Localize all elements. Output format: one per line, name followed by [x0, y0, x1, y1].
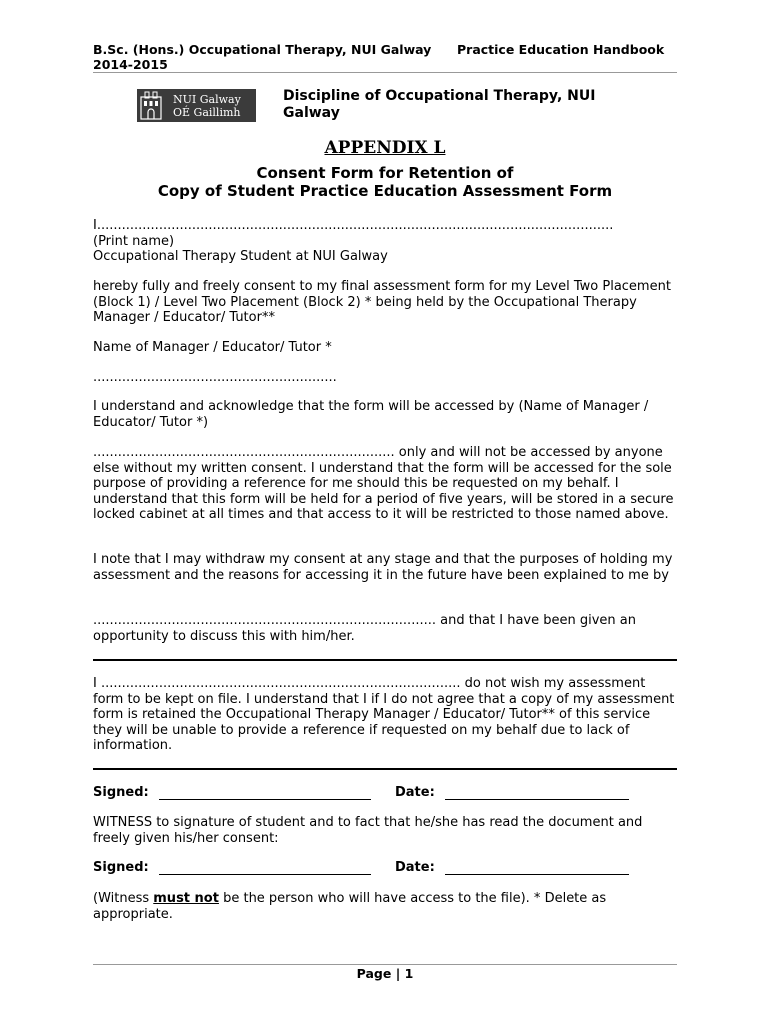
student-at-label: Occupational Therapy Student at NUI Galway [93, 249, 388, 264]
witness-note-end: be the person who will have access to the file). * Delete as appropriate. [93, 891, 607, 922]
witness-paragraph: WITNESS to signature of student and to fact that he/she has read the document and freely given his/her consent: [93, 815, 643, 846]
footer-divider [93, 964, 677, 965]
header-handbook: Practice Education Handbook [457, 42, 665, 57]
discuss-paragraph: ................................................................................... and that I have been given an opportunity to discuss this with him/her. [93, 613, 636, 644]
page-header [93, 42, 677, 72]
student-signed-label: Signed: [93, 785, 149, 800]
subtitle-line-1: Consent Form for Retention of [256, 164, 514, 182]
print-name-label: (Print name) [93, 233, 175, 249]
logo-text [165, 93, 241, 119]
form-subtitle [0, 164, 770, 200]
discipline-line-2: Galway [283, 105, 340, 121]
student-name-block [93, 218, 677, 265]
withdraw-paragraph: I note that I may withdraw my consent at any stage and that the purposes of holding my assessment and the reasons for accessing it in the future have been explained to me by [93, 552, 673, 583]
discipline-line-1: Discipline of Occupational Therapy, NUI [283, 88, 596, 104]
witness-signature-field[interactable] [159, 862, 371, 875]
witness-note-emphasis: must not [153, 891, 219, 906]
section-divider-top [93, 659, 677, 661]
header-course: B.Sc. (Hons.) Occupational Therapy, NUI Galway [93, 42, 432, 57]
access-paragraph: ......................................................................... only and will not be accessed by anyone else without my written consent. I understand that the form will be accessed for the sole purpose of providing a reference for me should this be requested on my behalf. I understand that this form will be held for a period of five years, will be stored in a secure locked cabinet at all times and that access to it will be restricted to those named above. [93, 445, 674, 522]
section-divider-bottom [93, 768, 677, 770]
witness-date-field[interactable] [445, 862, 629, 875]
do-not-wish-paragraph: I ....................................................................................... do not wish my assessment form to be kept on file. I understand that I if I do not agree that a copy of my assessment form is retained the Occupational Therapy Manager / Educator/ Tutor** of this service they will be unable to provide a reference if requested on my behalf due to lack of information. [93, 676, 675, 753]
subtitle-line-2: Copy of Student Practice Education Assessment Form [157, 182, 613, 200]
witness-note [93, 891, 677, 922]
student-date-label: Date: [394, 785, 435, 800]
student-signature-row [93, 785, 629, 800]
nui-galway-logo [137, 89, 256, 122]
understand-paragraph: I understand and acknowledge that the form will be accessed by (Name of Manager / Educator/ Tutor *) [93, 399, 649, 430]
manager-name-dotted-line: ........................................................... [93, 370, 337, 385]
witness-signature-row [93, 860, 629, 875]
header-year: 2014-2015 [93, 57, 168, 72]
manager-name-label: Name of Manager / Educator/ Tutor * [93, 340, 332, 355]
university-crest-icon [137, 89, 165, 122]
page-number: Page | 1 [356, 966, 414, 981]
logo-line-english: NUI Galway [173, 92, 241, 106]
consent-paragraph: hereby fully and freely consent to my final assessment form for my Level Two Placement (Block 1) / Level Two Placement (Block 2) * being held by the Occupational Therapy Manager / Educator/ Tutor** [93, 279, 671, 325]
student-date-field[interactable] [445, 787, 629, 800]
student-name-dotted-line: I............................................................................................................................. [93, 218, 614, 233]
witness-date-label: Date: [394, 860, 435, 875]
discipline-heading [283, 88, 663, 122]
header-divider [93, 72, 677, 73]
witness-note-start: (Witness [93, 891, 154, 906]
witness-signed-label: Signed: [93, 860, 149, 875]
logo-line-irish: OÉ Gaillimh [173, 105, 241, 119]
student-signature-field[interactable] [159, 787, 371, 800]
appendix-title: APPENDIX L [324, 138, 446, 158]
